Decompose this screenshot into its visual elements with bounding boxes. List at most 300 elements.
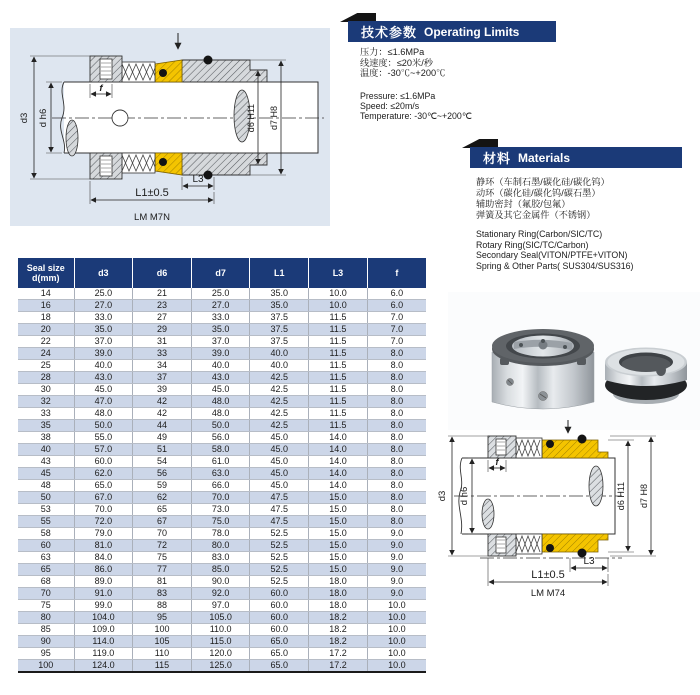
table-cell: 73.0 [191, 504, 250, 516]
table-cell: 33.0 [74, 312, 133, 324]
table-cell: 8.0 [367, 372, 426, 384]
table-row [18, 432, 426, 444]
table-cell: 110 [133, 648, 192, 660]
table-row [18, 492, 426, 504]
diagram-caption-m7n: LM M7N [134, 212, 170, 223]
table-cell: 9.0 [367, 588, 426, 600]
table-cell: 14 [18, 288, 74, 300]
column-header: L1 [250, 258, 309, 288]
table-cell: 63.0 [191, 468, 250, 480]
ops-line: Pressure: ≤1.6MPa [360, 91, 436, 101]
table-cell: 50 [18, 492, 74, 504]
table-cell: 56.0 [191, 432, 250, 444]
table-cell: 115 [133, 660, 192, 673]
table-cell: 11.5 [309, 360, 368, 372]
table-cell: 8.0 [367, 456, 426, 468]
table-cell: 7.0 [367, 312, 426, 324]
table-row [18, 504, 426, 516]
table-cell: 62.0 [74, 468, 133, 480]
table-cell: 60 [18, 540, 74, 552]
dim-label-l1: L1±0.5 [531, 569, 565, 581]
table-cell: 9.0 [367, 528, 426, 540]
materials-line: Secondary Seal(VITON/PTFE+VITON) [476, 250, 628, 260]
table-row [18, 660, 426, 673]
table-cell: 59 [133, 480, 192, 492]
table-cell: 100 [133, 624, 192, 636]
table-cell: 85 [18, 624, 74, 636]
table-cell: 100 [18, 660, 74, 673]
table-cell: 55.0 [74, 432, 133, 444]
table-cell: 8.0 [367, 444, 426, 456]
table-cell: 70.0 [191, 492, 250, 504]
table-cell: 89.0 [74, 576, 133, 588]
table-cell: 40.0 [191, 360, 250, 372]
table-cell: 119.0 [74, 648, 133, 660]
table-cell: 52.5 [250, 528, 309, 540]
table-cell: 8.0 [367, 360, 426, 372]
table-cell: 35 [18, 420, 74, 432]
table-cell: 14.0 [309, 480, 368, 492]
table-cell: 45.0 [250, 480, 309, 492]
table-cell: 60.0 [250, 624, 309, 636]
table-row [18, 456, 426, 468]
table-cell: 60.0 [250, 600, 309, 612]
column-header: Seal size d(mm) [18, 258, 74, 288]
table-cell: 11.5 [309, 312, 368, 324]
table-cell: 18.2 [309, 624, 368, 636]
column-header: f [367, 258, 426, 288]
table-cell: 40.0 [250, 360, 309, 372]
table-row [18, 648, 426, 660]
table-cell: 11.5 [309, 324, 368, 336]
table-header-row [18, 258, 426, 288]
table-cell: 37.5 [250, 312, 309, 324]
table-cell: 7.0 [367, 336, 426, 348]
table-cell: 11.5 [309, 408, 368, 420]
table-cell: 42.5 [250, 384, 309, 396]
table-cell: 15.0 [309, 540, 368, 552]
table-cell: 9.0 [367, 552, 426, 564]
table-cell: 58 [18, 528, 74, 540]
table-cell: 21 [133, 288, 192, 300]
table-cell: 35.0 [250, 300, 309, 312]
table-cell: 81.0 [74, 540, 133, 552]
table-row [18, 396, 426, 408]
table-cell: 52.5 [250, 552, 309, 564]
materials-line: 弹簧及其它金属件（不锈钢） [476, 210, 596, 220]
table-cell: 42 [133, 408, 192, 420]
table-cell: 83 [133, 588, 192, 600]
table-cell: 72.0 [74, 516, 133, 528]
table-cell: 27.0 [74, 300, 133, 312]
table-row [18, 624, 426, 636]
table-cell: 50.0 [191, 420, 250, 432]
table-cell: 9.0 [367, 576, 426, 588]
table-cell: 42.5 [250, 372, 309, 384]
seal-cross-section-m7n [10, 28, 330, 226]
table-cell: 7.0 [367, 324, 426, 336]
table-cell: 105 [133, 636, 192, 648]
diagram-panel-m7n [10, 28, 330, 226]
table-row [18, 384, 426, 396]
table-cell: 75.0 [191, 516, 250, 528]
table-cell: 54 [133, 456, 192, 468]
table-cell: 35.0 [74, 324, 133, 336]
photo-rotary-seal [492, 329, 594, 409]
table-cell: 18.0 [309, 600, 368, 612]
table-cell: 10.0 [367, 648, 426, 660]
table-cell: 45.0 [250, 432, 309, 444]
table-cell: 48.0 [191, 408, 250, 420]
table-cell: 28 [18, 372, 74, 384]
table-row [18, 420, 426, 432]
table-cell: 25.0 [191, 288, 250, 300]
table-cell: 65.0 [250, 648, 309, 660]
dim-label-f: f [495, 457, 499, 467]
table-cell: 115.0 [191, 636, 250, 648]
table-cell: 62 [133, 492, 192, 504]
table-cell: 40.0 [250, 348, 309, 360]
table-cell: 47.5 [250, 492, 309, 504]
table-row [18, 312, 426, 324]
table-cell: 75 [18, 600, 74, 612]
materials-title-zh: 材料 [483, 151, 512, 166]
table-row [18, 516, 426, 528]
table-cell: 105.0 [191, 612, 250, 624]
table-cell: 70.0 [74, 504, 133, 516]
table-cell: 47.5 [250, 504, 309, 516]
table-cell: 70 [18, 588, 74, 600]
dim-label-l1: L1±0.5 [135, 187, 169, 199]
table-cell: 50.0 [74, 420, 133, 432]
table-row [18, 324, 426, 336]
table-cell: 48 [18, 480, 74, 492]
dim-label-d7h8: d7 H8 [639, 483, 649, 509]
table-row [18, 348, 426, 360]
table-cell: 56 [133, 468, 192, 480]
table-cell: 48.0 [191, 396, 250, 408]
dim-label-d3: d3 [19, 112, 30, 124]
table-cell: 11.5 [309, 372, 368, 384]
dim-label-d7h8: d7 H8 [269, 105, 279, 131]
table-cell: 97.0 [191, 600, 250, 612]
table-cell: 18 [18, 312, 74, 324]
table-cell: 10.0 [367, 600, 426, 612]
table-cell: 49 [133, 432, 192, 444]
table-cell: 10.0 [367, 624, 426, 636]
table-cell: 60.0 [250, 612, 309, 624]
table-row [18, 480, 426, 492]
ops-line: Speed: ≤20m/s [360, 101, 420, 111]
table-cell: 52.5 [250, 564, 309, 576]
table-cell: 10.0 [309, 300, 368, 312]
table-cell: 110.0 [191, 624, 250, 636]
table-cell: 14.0 [309, 456, 368, 468]
photo-seat-ring [605, 348, 687, 405]
table-row [18, 528, 426, 540]
table-cell: 58.0 [191, 444, 250, 456]
table-cell: 78.0 [191, 528, 250, 540]
table-cell: 42.5 [250, 396, 309, 408]
table-cell: 88 [133, 600, 192, 612]
table-cell: 8.0 [367, 492, 426, 504]
table-cell: 104.0 [74, 612, 133, 624]
operating-limits-text-en [360, 91, 472, 121]
table-cell: 42 [133, 396, 192, 408]
table-cell: 114.0 [74, 636, 133, 648]
table-row [18, 564, 426, 576]
table-row [18, 540, 426, 552]
table-cell: 55 [18, 516, 74, 528]
materials-header [470, 147, 682, 168]
table-cell: 9.0 [367, 540, 426, 552]
table-cell: 95 [18, 648, 74, 660]
table-cell: 14.0 [309, 432, 368, 444]
table-cell: 8.0 [367, 420, 426, 432]
table-cell: 16 [18, 300, 74, 312]
table-row [18, 552, 426, 564]
table-cell: 85.0 [191, 564, 250, 576]
table-cell: 9.0 [367, 564, 426, 576]
table-cell: 75 [133, 552, 192, 564]
table-cell: 10.0 [367, 660, 426, 673]
table-row [18, 468, 426, 480]
table-cell: 37.5 [250, 336, 309, 348]
table-cell: 124.0 [74, 660, 133, 673]
table-cell: 86.0 [74, 564, 133, 576]
table-cell: 18.0 [309, 588, 368, 600]
table-cell: 65.0 [74, 480, 133, 492]
column-header: d6 [133, 258, 192, 288]
operating-limits-header [348, 21, 556, 42]
table-cell: 90.0 [191, 576, 250, 588]
table-cell: 92.0 [191, 588, 250, 600]
seal-cross-section-m74 [430, 418, 700, 598]
table-cell: 109.0 [74, 624, 133, 636]
table-row [18, 636, 426, 648]
ops-line: 温度：-30℃~+200℃ [360, 68, 446, 78]
table-row [18, 360, 426, 372]
table-cell: 31 [133, 336, 192, 348]
table-cell: 11.5 [309, 384, 368, 396]
materials-line: Rotary Ring(SIC/TC/Carbon) [476, 239, 589, 250]
table-cell: 39.0 [191, 348, 250, 360]
materials-text-zh [476, 177, 610, 221]
table-cell: 18.0 [309, 576, 368, 588]
table-cell: 52.5 [250, 576, 309, 588]
seal-dimensions-table [18, 258, 426, 673]
table-cell: 25.0 [74, 288, 133, 300]
table-cell: 38 [18, 432, 74, 444]
dim-label-d6h11: d6 H11 [616, 481, 626, 511]
dim-label-dh6: d h6 [459, 486, 470, 506]
table-cell: 39.0 [74, 348, 133, 360]
table-cell: 8.0 [367, 348, 426, 360]
table-cell: 11.5 [309, 336, 368, 348]
table-cell: 79.0 [74, 528, 133, 540]
table-cell: 84.0 [74, 552, 133, 564]
table-row [18, 288, 426, 300]
seal-table-body [18, 288, 426, 672]
table-cell: 6.0 [367, 288, 426, 300]
table-cell: 17.2 [309, 648, 368, 660]
table-cell: 24 [18, 348, 74, 360]
table-row [18, 612, 426, 624]
dim-label-f: f [99, 83, 103, 94]
table-cell: 20 [18, 324, 74, 336]
table-cell: 18.2 [309, 636, 368, 648]
materials-title-en: Materials [518, 150, 571, 165]
ops-line: 线速度：≤20米/秒 [360, 57, 433, 68]
table-cell: 15.0 [309, 516, 368, 528]
table-cell: 27 [133, 312, 192, 324]
table-cell: 45.0 [191, 384, 250, 396]
table-cell: 70 [133, 528, 192, 540]
dim-label-d6h11: d6 H11 [246, 103, 256, 133]
table-cell: 8.0 [367, 396, 426, 408]
table-row [18, 576, 426, 588]
table-cell: 15.0 [309, 564, 368, 576]
table-cell: 45.0 [250, 456, 309, 468]
table-cell: 17.2 [309, 660, 368, 673]
table-cell: 60.0 [250, 588, 309, 600]
materials-text-en [476, 229, 633, 271]
table-cell: 81 [133, 576, 192, 588]
dim-label-l3: L3 [192, 174, 204, 185]
table-cell: 37.0 [191, 336, 250, 348]
table-cell: 43.0 [74, 372, 133, 384]
table-cell: 15.0 [309, 528, 368, 540]
table-cell: 35.0 [250, 288, 309, 300]
table-row [18, 336, 426, 348]
table-cell: 8.0 [367, 408, 426, 420]
table-cell: 67.0 [74, 492, 133, 504]
operating-limits-title-en: Operating Limits [424, 24, 520, 39]
column-header: d3 [74, 258, 133, 288]
table-cell: 80 [18, 612, 74, 624]
table-cell: 61.0 [191, 456, 250, 468]
table-cell: 35.0 [191, 324, 250, 336]
materials-line: 辅助密封（氟胶/包氟） [476, 199, 571, 209]
table-cell: 95 [133, 612, 192, 624]
ops-line: 压力：≤1.6MPa [360, 47, 425, 57]
table-cell: 8.0 [367, 516, 426, 528]
table-cell: 8.0 [367, 468, 426, 480]
table-cell: 66.0 [191, 480, 250, 492]
table-cell: 99.0 [74, 600, 133, 612]
table-cell: 45 [18, 468, 74, 480]
table-cell: 65.0 [250, 660, 309, 673]
materials-line: 动环（碳化硅/碳化钨/碳石墨） [476, 188, 601, 198]
table-cell: 37.5 [250, 324, 309, 336]
table-cell: 48.0 [74, 408, 133, 420]
column-header: d7 [191, 258, 250, 288]
table-cell: 11.5 [309, 348, 368, 360]
table-cell: 40 [18, 444, 74, 456]
table-cell: 33 [133, 348, 192, 360]
table-cell: 43 [18, 456, 74, 468]
materials-line: 静环（车制石墨/碳化硅/碳化钨） [476, 177, 610, 187]
table-cell: 39 [133, 384, 192, 396]
table-cell: 37 [133, 372, 192, 384]
operating-limits-text-zh [360, 47, 445, 79]
table-cell: 18.2 [309, 612, 368, 624]
table-cell: 37.0 [74, 336, 133, 348]
table-row [18, 372, 426, 384]
table-cell: 53 [18, 504, 74, 516]
table-cell: 65.0 [250, 636, 309, 648]
dim-label-dh6: d h6 [38, 108, 49, 128]
table-cell: 10.0 [367, 636, 426, 648]
table-cell: 6.0 [367, 300, 426, 312]
table-cell: 80.0 [191, 540, 250, 552]
seal-product-photo [448, 292, 700, 430]
table-cell: 22 [18, 336, 74, 348]
table-row [18, 408, 426, 420]
table-cell: 63 [18, 552, 74, 564]
table-cell: 14.0 [309, 444, 368, 456]
table-cell: 8.0 [367, 504, 426, 516]
table-cell: 52.5 [250, 540, 309, 552]
table-cell: 42.5 [250, 420, 309, 432]
table-cell: 45.0 [250, 468, 309, 480]
table-cell: 72 [133, 540, 192, 552]
table-cell: 10.0 [309, 288, 368, 300]
diagram-caption-m74: LM M74 [530, 588, 566, 598]
table-cell: 91.0 [74, 588, 133, 600]
table-cell: 8.0 [367, 480, 426, 492]
materials-line: Spring & Other Parts( SUS304/SUS316) [476, 260, 634, 271]
table-cell: 11.5 [309, 420, 368, 432]
table-cell: 125.0 [191, 660, 250, 673]
table-cell: 120.0 [191, 648, 250, 660]
table-cell: 15.0 [309, 504, 368, 516]
table-cell: 14.0 [309, 468, 368, 480]
table-cell: 45.0 [250, 444, 309, 456]
table-cell: 25 [18, 360, 74, 372]
table-cell: 45.0 [74, 384, 133, 396]
column-header: L3 [309, 258, 368, 288]
table-cell: 42.5 [250, 408, 309, 420]
operating-limits-title-zh: 技术参数 [361, 25, 418, 40]
table-cell: 8.0 [367, 384, 426, 396]
table-cell: 47.0 [74, 396, 133, 408]
table-cell: 15.0 [309, 552, 368, 564]
table-row [18, 588, 426, 600]
table-cell: 33.0 [191, 312, 250, 324]
table-cell: 67 [133, 516, 192, 528]
table-cell: 51 [133, 444, 192, 456]
ops-line: Temperature: -30℃~+200℃ [360, 111, 472, 121]
table-cell: 32 [18, 396, 74, 408]
table-cell: 57.0 [74, 444, 133, 456]
table-cell: 83.0 [191, 552, 250, 564]
table-cell: 47.5 [250, 516, 309, 528]
table-cell: 23 [133, 300, 192, 312]
table-cell: 33 [18, 408, 74, 420]
table-cell: 43.0 [191, 372, 250, 384]
table-cell: 90 [18, 636, 74, 648]
table-row [18, 444, 426, 456]
table-cell: 34 [133, 360, 192, 372]
table-cell: 44 [133, 420, 192, 432]
table-cell: 8.0 [367, 432, 426, 444]
table-cell: 29 [133, 324, 192, 336]
table-cell: 10.0 [367, 612, 426, 624]
table-cell: 77 [133, 564, 192, 576]
table-cell: 30 [18, 384, 74, 396]
table-cell: 65 [133, 504, 192, 516]
